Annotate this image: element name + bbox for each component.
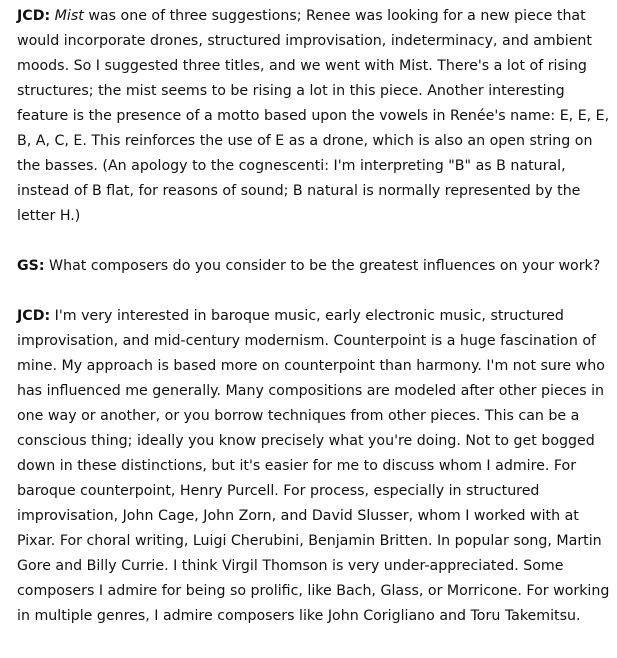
- answer-paragraph-mist: [17, 4, 613, 229]
- interview-text: [17, 4, 613, 629]
- question-text: What composers do you consider to be the greatest influences on your work?: [44, 258, 601, 274]
- answer-text: I'm very interested in baroque music, early electronic music, structured improvisation, and mid-century modernism. Counterpoint is a huge fascination of mine. My approach is based more on counterpoint than harmony. I'm not sure who has influenced me generally. Many compositions are modeled after other pieces in one way or another, or you borrow techniques from other pieces. This can be a conscious thing; ideally you know precisely what you're doing. Not to get bogged down in these distinctions, but it's easier for me to discuss whom I admire. For baroque counterpoint, Henry Purcell. For process, especially in structured improvisation, John Cage, John Zorn, and David Slusser, whom I worked with at Pixar. For choral writing, Luigi Cherubini, Benjamin Britten. In popular song, Martin Gore and Billy Currie. I think Virgil Thomson is very under-appreciated. Some composers I admire for being so prolific, like Bach, Glass, or Morricone. For working in multiple genres, I admire composers like John Corigliano and Toru Takemitsu.: [17, 308, 610, 624]
- answer-text: was one of three suggestions; Renee was looking for a new piece that would incorporate drones, structured improvisation, indeterminacy, and ambient moods. So I suggested three titles, and we went with Mist. There's a lot of rising structures; the mist seems to be rising a lot in this piece. Another interesting feature is the presence of a motto based upon the vowels in Renée's name: E, E, E, B, A, C, E. This reinforces the use of E as a drone, which is also an open string on the basses. (An apology to the cognescenti: I'm interpreting "B" as B natural, instead of B flat, for reasons of sound; B natural is normally represented by the letter H.): [17, 8, 610, 224]
- speaker-label: JCD:: [17, 308, 51, 324]
- speaker-label: GS:: [17, 258, 45, 274]
- speaker-label: JCD:: [17, 8, 51, 24]
- paragraph-spacer: [17, 279, 613, 304]
- answer-paragraph-influences: [17, 304, 613, 629]
- piece-title: Mist: [54, 8, 84, 24]
- question-paragraph: [17, 254, 613, 279]
- paragraph-spacer: [17, 229, 613, 254]
